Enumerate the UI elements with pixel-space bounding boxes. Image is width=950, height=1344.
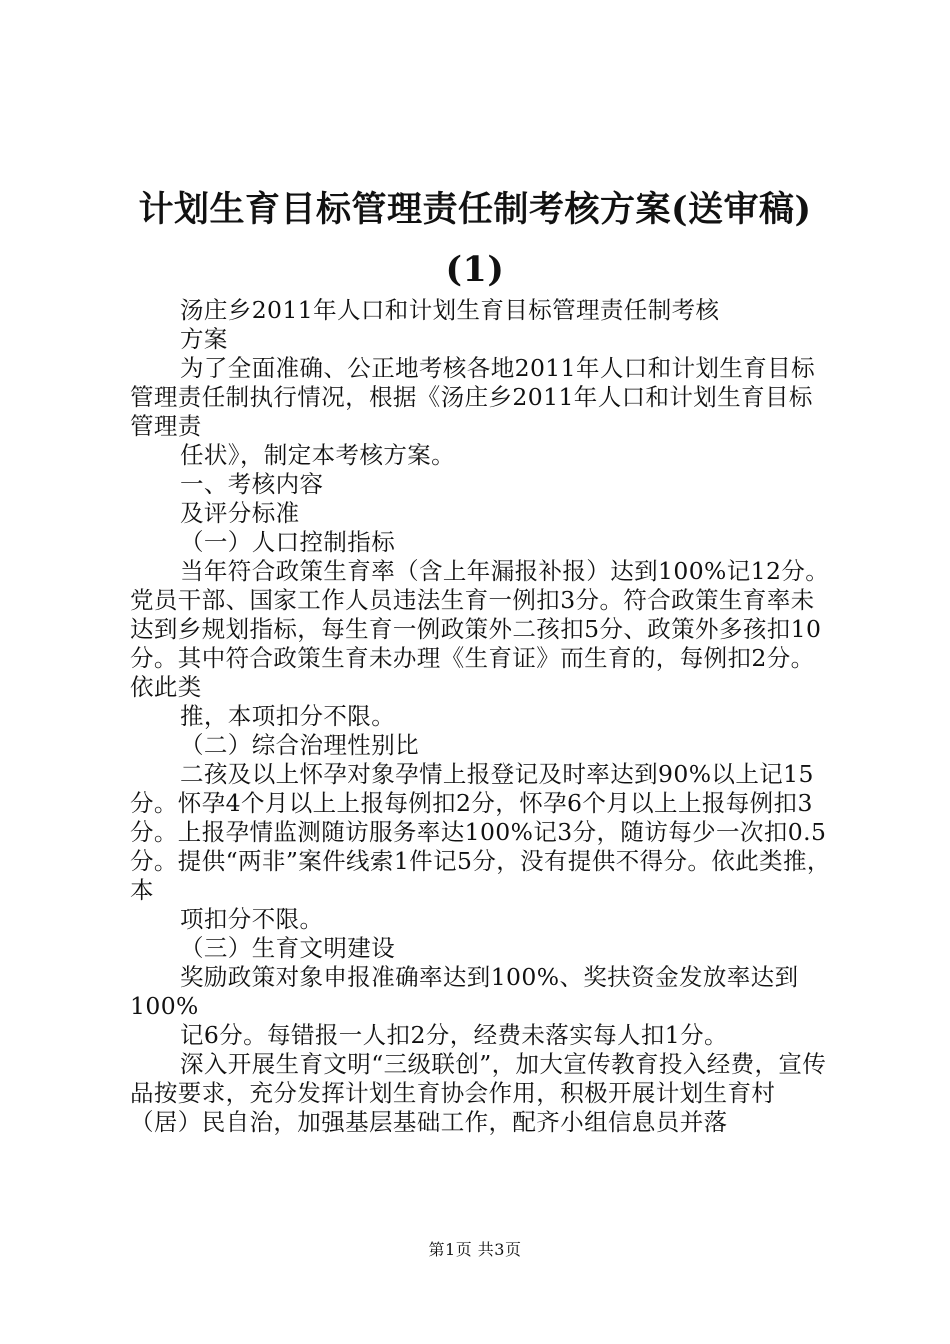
section-heading: 及评分标准	[180, 499, 300, 527]
body-paragraph: 深入开展生育文明“三级联创”，加大宣传教育投入经费，宣传品按要求，充分发挥计划生育协会作用，积极开展计划生育村（居）民自治，加强基层基础工作，配齐小组信息员并落	[130, 1050, 827, 1136]
document-body	[130, 296, 835, 1137]
body-paragraph: 二孩及以上怀孕对象孕情上报登记及时率达到90%以上记15分。怀孕4个月以上上报每例扣2分，怀孕6个月以上上报每例扣3分。上报孕情监测随访服务率达100%记3分，随访每少一次扣0.5分。提供“两非”案件线索1件记5分，没有提供不得分。依此类推，本	[130, 760, 831, 904]
document-title: 计划生育目标管理责任制考核方案(送审稿)	[138, 189, 812, 230]
body-paragraph: 推，本项扣分不限。	[180, 702, 396, 730]
subsection-heading: （三）生育文明建设	[180, 934, 396, 962]
document-title-suffix: (1)	[445, 249, 505, 290]
subsection-heading: （一）人口控制指标	[180, 528, 396, 556]
body-paragraph: 当年符合政策生育率（含上年漏报补报）达到100%记12分。党员干部、国家工作人员违法生育一例扣3分。符合政策生育率未达到乡规划指标，每生育一例政策外二孩扣5分、政策外多孩扣10分。其中符合政策生育未办理《生育证》而生育的，每例扣2分。依此类	[130, 557, 830, 701]
body-paragraph: 为了全面准确、公正地考核各地2011年人口和计划生育目标管理责任制执行情况，根据《汤庄乡2011年人口和计划生育目标管理责	[130, 354, 816, 440]
body-paragraph: 任状》，制定本考核方案。	[180, 441, 456, 469]
subsection-heading: （二）综合治理性别比	[180, 731, 419, 759]
body-paragraph: 奖励政策对象申报准确率达到100%、奖扶资金发放率达到100%	[130, 963, 799, 1020]
body-paragraph: 汤庄乡2011年人口和计划生育目标管理责任制考核	[180, 296, 720, 324]
body-paragraph: 项扣分不限。	[180, 905, 324, 933]
section-heading: 一、考核内容	[180, 470, 324, 498]
page-footer: 第1页 共3页	[428, 1240, 522, 1259]
body-paragraph: 记6分。每错报一人扣2分，经费未落实每人扣1分。	[180, 1021, 728, 1049]
body-paragraph: 方案	[180, 325, 228, 353]
